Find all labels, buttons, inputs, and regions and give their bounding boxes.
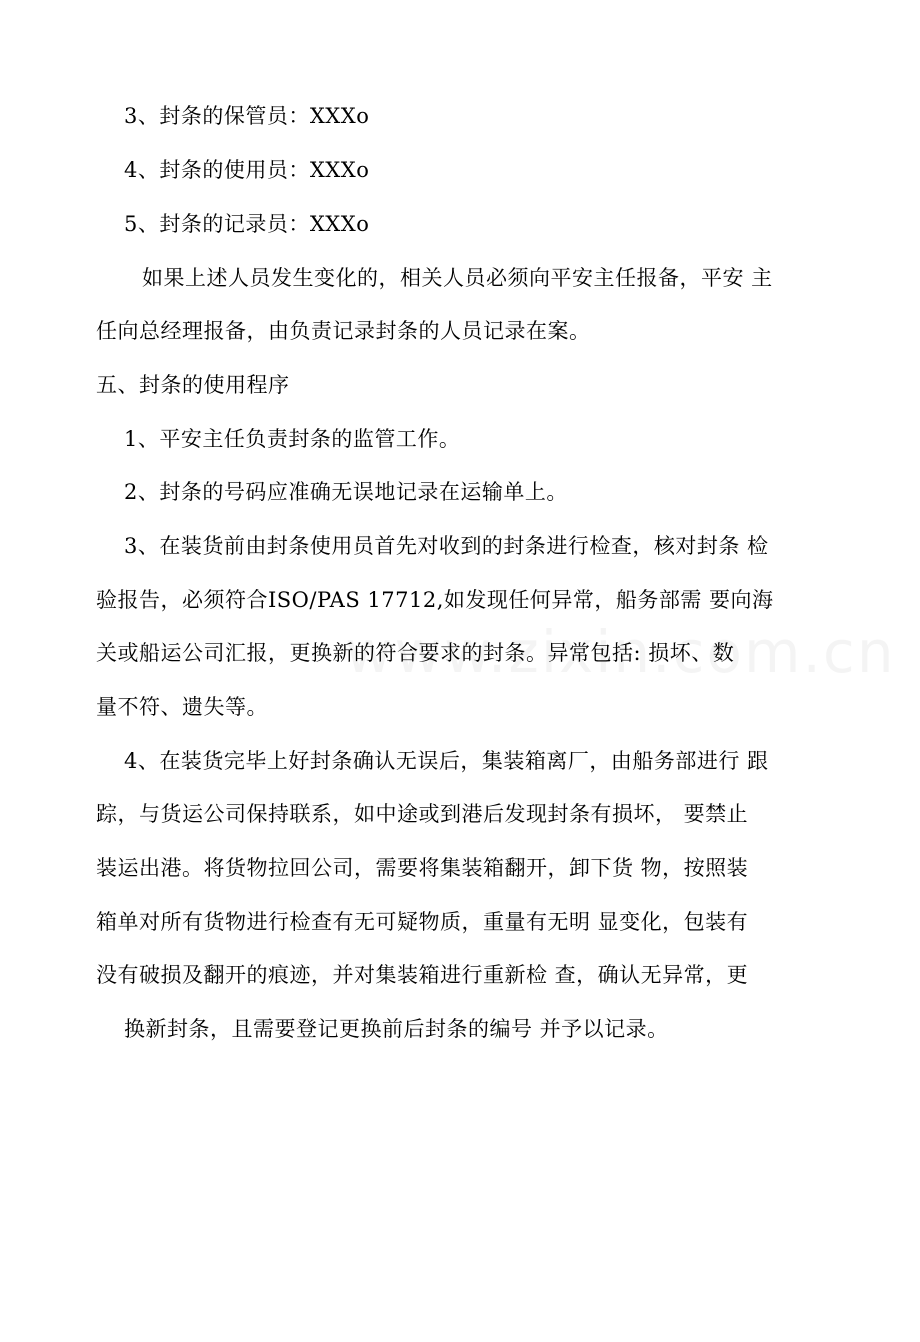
- list-item-3-line: 关或船运公司汇报，更换新的符合要求的封条。异常包括: 损坏、数: [96, 641, 735, 665]
- list-item-3-line: 3、在装货前由封条使用员首先对收到的封条进行检查，核对封条 检: [124, 534, 769, 558]
- list-item-3-line: 验报告，必须符合ISO/PAS 17712,如发现任何异常，船务部需 要向海: [96, 588, 774, 612]
- list-item-3-line: 量不符、遗失等。: [96, 695, 268, 719]
- list-item-5: 5、封条的记录员：XXXo: [124, 212, 370, 236]
- list-item-4-line: 箱单对所有货物进行检查有无可疑物质，重量有无明 显变化，包装有: [96, 910, 749, 934]
- list-item-4-line: 踪，与货运公司保持联系，如中途或到港后发现封条有损坏， 要禁止: [96, 802, 749, 826]
- paragraph-line: 任向总经理报备，由负责记录封条的人员记录在案。: [96, 319, 591, 343]
- list-item-1: 1、平安主任负责封条的监管工作。: [124, 427, 461, 451]
- section-heading: 五、封条的使用程序: [96, 373, 290, 397]
- list-item-4-line: 装运出港。将货物拉回公司，需要将集装箱翻开，卸下货 物，按照装: [96, 856, 749, 880]
- list-item-4-line: 没有破损及翻开的痕迹，并对集装箱进行重新检 查，确认无异常，更: [96, 963, 749, 987]
- list-item-4-line: 换新封条，且需要登记更换前后封条的编号 并予以记录。: [124, 1017, 669, 1041]
- list-item-4: 4、封条的使用员：XXXo: [124, 158, 370, 182]
- list-item-3: 3、封条的保管员：XXXo: [124, 104, 370, 128]
- list-item-2: 2、封条的号码应准确无误地记录在运输单上。: [124, 480, 568, 504]
- paragraph-line: 如果上述人员发生变化的，相关人员必须向平安主任报备，平安 主: [142, 266, 773, 290]
- list-item-4-line: 4、在装货完毕上好封条确认无误后，集装箱离厂，由船务部进行 跟: [124, 749, 769, 773]
